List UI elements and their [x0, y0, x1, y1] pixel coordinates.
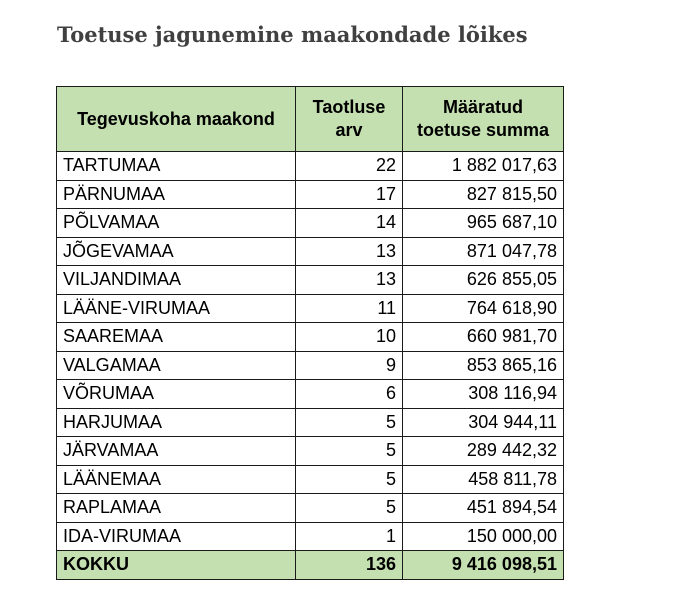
cell-count: 17 [296, 180, 403, 209]
table-row [57, 465, 564, 494]
cell-sum: 871 047,78 [403, 237, 564, 266]
table-row [57, 522, 564, 551]
cell-county: VÕRUMAA [57, 380, 296, 409]
cell-sum: 451 894,54 [403, 494, 564, 523]
cell-count: 5 [296, 494, 403, 523]
cell-sum: 1 882 017,63 [403, 152, 564, 181]
table-row [57, 351, 564, 380]
table-row [57, 237, 564, 266]
table-row [57, 209, 564, 238]
cell-count: 13 [296, 266, 403, 295]
cell-county: PÄRNUMAA [57, 180, 296, 209]
cell-county: LÄÄNE-VIRUMAA [57, 294, 296, 323]
cell-count: 6 [296, 380, 403, 409]
cell-sum: 150 000,00 [403, 522, 564, 551]
total-count: 136 [296, 551, 403, 580]
table-row [57, 494, 564, 523]
cell-county: JÄRVAMAA [57, 437, 296, 466]
cell-county: HARJUMAA [57, 408, 296, 437]
cell-sum: 965 687,10 [403, 209, 564, 238]
cell-county: TARTUMAA [57, 152, 296, 181]
cell-count: 10 [296, 323, 403, 352]
table-row [57, 180, 564, 209]
header-application-count [296, 87, 403, 152]
cell-sum: 660 981,70 [403, 323, 564, 352]
cell-count: 5 [296, 465, 403, 494]
support-distribution-table [56, 86, 564, 580]
cell-count: 5 [296, 437, 403, 466]
total-sum: 9 416 098,51 [403, 551, 564, 580]
header-count-line1: Taotluse [312, 97, 386, 117]
table-row [57, 266, 564, 295]
cell-county: LÄÄNEMAA [57, 465, 296, 494]
cell-sum: 827 815,50 [403, 180, 564, 209]
cell-county: SAAREMAA [57, 323, 296, 352]
table-row [57, 152, 564, 181]
header-count-line2: arv [335, 120, 363, 140]
header-county [57, 87, 296, 152]
cell-county: VILJANDIMAA [57, 266, 296, 295]
header-county-label: Tegevuskoha maakond [77, 108, 275, 129]
table-row [57, 437, 564, 466]
cell-count: 14 [296, 209, 403, 238]
cell-county: JÕGEVAMAA [57, 237, 296, 266]
table-row [57, 294, 564, 323]
total-label: KOKKU [57, 551, 296, 580]
cell-count: 5 [296, 408, 403, 437]
cell-sum: 853 865,16 [403, 351, 564, 380]
table-header-row [57, 87, 564, 152]
cell-county: PÕLVAMAA [57, 209, 296, 238]
cell-sum: 458 811,78 [403, 465, 564, 494]
cell-count: 13 [296, 237, 403, 266]
cell-count: 9 [296, 351, 403, 380]
header-sum-line2: toetuse summa [416, 120, 550, 140]
cell-count: 22 [296, 152, 403, 181]
cell-sum: 308 116,94 [403, 380, 564, 409]
cell-sum: 626 855,05 [403, 266, 564, 295]
table-row [57, 323, 564, 352]
header-sum-line1: Määratud [442, 97, 523, 117]
page-title: Toetuse jagunemine maakondade lõikes [57, 22, 528, 47]
cell-sum: 304 944,11 [403, 408, 564, 437]
total-row [57, 551, 564, 580]
cell-count: 1 [296, 522, 403, 551]
header-awarded-sum [403, 87, 564, 152]
table-row [57, 408, 564, 437]
cell-sum: 764 618,90 [403, 294, 564, 323]
cell-sum: 289 442,32 [403, 437, 564, 466]
cell-county: VALGAMAA [57, 351, 296, 380]
cell-county: RAPLAMAA [57, 494, 296, 523]
cell-count: 11 [296, 294, 403, 323]
cell-county: IDA-VIRUMAA [57, 522, 296, 551]
table-row [57, 380, 564, 409]
